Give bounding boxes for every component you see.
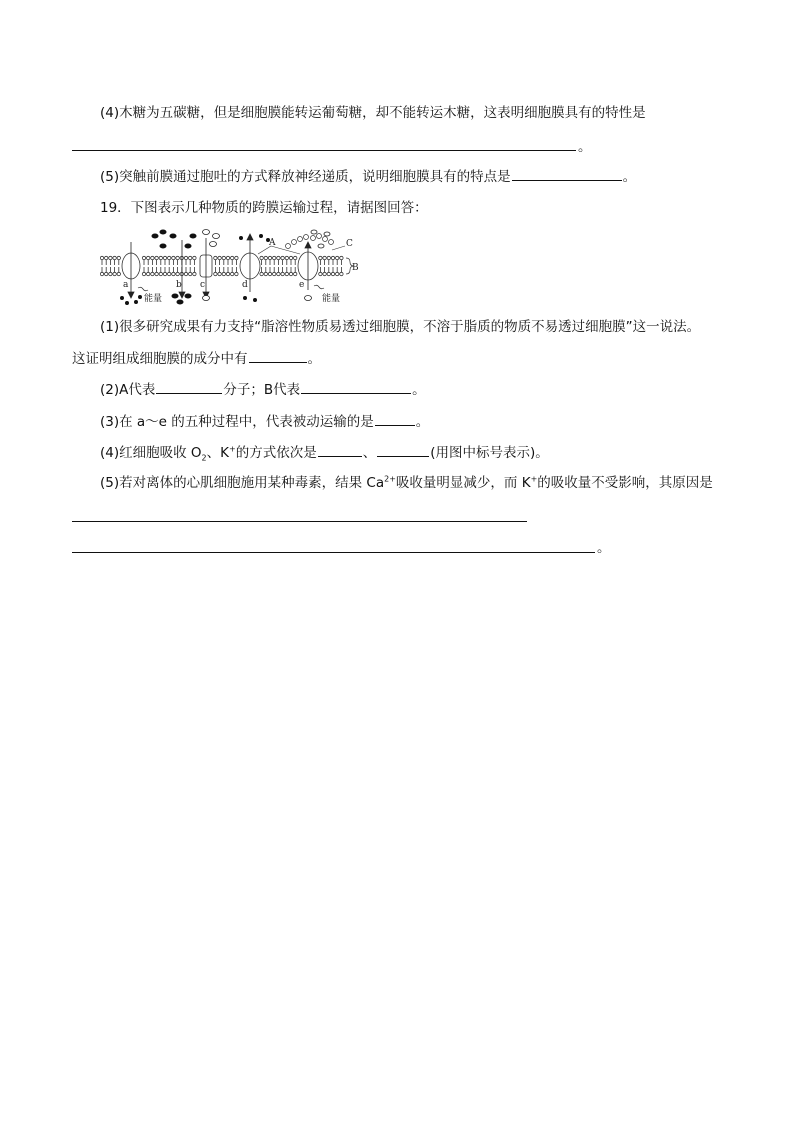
phospholipid-head [264, 256, 267, 259]
phospholipid-head [319, 272, 322, 275]
phospholipid-head [294, 256, 297, 259]
membrane-transport-diagram [100, 228, 362, 306]
q19-part5-text-a: (5)若对离体的心肌细胞施用某种毒素，结果 Ca [100, 475, 385, 491]
q19-part2-text-a: (2)A代表 [100, 382, 156, 398]
label-A: A [269, 238, 276, 248]
q19-part4-text-a: (4)红细胞吸收 O [100, 445, 202, 461]
phospholipid-head [235, 256, 238, 259]
q19-part1-text: (1)很多研究成果有力支持“脂溶性物质易透过细胞膜，不溶于脂质的物质不易透过细胞膜”这一说法。 [100, 319, 701, 335]
label-C: C [346, 239, 353, 249]
q19-part1-line1 [100, 317, 700, 337]
phospholipid-head [268, 272, 271, 275]
q19-part1-line2 [72, 348, 321, 369]
phospholipid-head [323, 256, 326, 259]
phospholipid-head [294, 272, 297, 275]
phospholipid-head [277, 256, 280, 259]
q19-part2-blank-a[interactable] [156, 379, 222, 394]
q19-part5-answer-blank-1[interactable] [72, 521, 527, 522]
label-process-d: d [242, 280, 248, 290]
phospholipid-head [168, 272, 171, 275]
phospholipid-head [235, 272, 238, 275]
q19-title-text: 19．下图表示几种物质的跨膜运输过程，请据图回答： [100, 200, 428, 216]
label-process-c: c [200, 280, 206, 290]
q19-part1-answer-blank[interactable] [249, 348, 307, 363]
q18-part5-period: 。 [622, 169, 637, 185]
phospholipid-head [142, 256, 145, 259]
phospholipid-head [155, 272, 158, 275]
phospholipid-head [281, 256, 284, 259]
q19-part5-answer-blank-2[interactable] [72, 552, 595, 553]
q19-part5-ca-sup: 2+ [384, 474, 396, 484]
phospholipid-head [189, 256, 192, 259]
phospholipid-head [323, 272, 326, 275]
phospholipid-head [273, 256, 276, 259]
phospholipid-head [281, 272, 284, 275]
q18-part5-line [100, 166, 636, 187]
phospholipid-head [340, 272, 343, 275]
q18-part4-period: 。 [578, 139, 592, 155]
q19-part4-sep: 、 [362, 445, 377, 461]
phospholipid-head [218, 272, 221, 275]
phospholipid-head [268, 256, 271, 259]
q18-part4-line [100, 103, 646, 123]
q19-part5-line [100, 473, 713, 493]
phospholipid-head [163, 272, 166, 275]
phospholipid-head [231, 272, 234, 275]
q19-part4-line [100, 442, 549, 463]
phospholipid-head [109, 256, 112, 259]
q18-part4-text: (4)木糖为五碳糖，但是细胞膜能转运葡萄糖，却不能转运木糖，这表明细胞膜具有的特性是 [100, 105, 646, 121]
phospholipid-head [193, 272, 196, 275]
q19-part4-blank-2[interactable] [377, 442, 429, 457]
phospholipid-head [184, 256, 187, 259]
phospholipid-head [222, 256, 225, 259]
q19-part4-text-c: 的方式依次是 [235, 445, 317, 461]
q19-part2-blank-b[interactable] [301, 379, 411, 394]
q19-part2-period: 。 [412, 382, 426, 398]
energy-arrow-a [138, 287, 148, 291]
phospholipid-head [193, 256, 196, 259]
phospholipid-head [159, 256, 162, 259]
phospholipid-head [117, 256, 120, 259]
q19-part5-text-c: 的吸收量不受影响，其原因是 [537, 475, 713, 491]
q19-part4-text-d: (用图中标号表示)。 [430, 445, 549, 461]
phospholipid-head [117, 272, 120, 275]
phospholipid-head [285, 272, 288, 275]
q19-part3-line [100, 411, 429, 432]
phospholipid-head [273, 272, 276, 275]
phospholipid-head [189, 272, 192, 275]
q18-part5-text: (5)突触前膜通过胞吐的方式释放神经递质，说明细胞膜具有的特点是 [100, 169, 511, 185]
phospholipid-head [277, 272, 280, 275]
phospholipid-head [319, 256, 322, 259]
energy-arrow-e [314, 285, 324, 289]
phospholipid-head [336, 256, 339, 259]
phospholipid-head [214, 272, 217, 275]
phospholipid-head [226, 256, 229, 259]
phospholipid-head [168, 256, 171, 259]
q18-part4-end [578, 137, 592, 157]
phospholipid-head [155, 256, 158, 259]
q19-part3-answer-blank[interactable] [375, 411, 415, 426]
phospholipid-head [260, 272, 263, 275]
q19-part1-text2: 这证明组成细胞膜的成分中有 [72, 351, 248, 367]
phospholipid-head [176, 256, 179, 259]
q19-part4-o2-sub: 2 [201, 453, 207, 463]
q19-part5-k-sup: + [530, 474, 538, 484]
label-process-b: b [176, 280, 182, 290]
phospholipid-head [264, 272, 267, 275]
phospholipid-head [176, 272, 179, 275]
q19-part5-end [597, 538, 611, 558]
phospholipid-head [331, 256, 334, 259]
q19-part1-period: 。 [307, 351, 321, 367]
phospholipid-head [184, 272, 187, 275]
phospholipid-head [214, 256, 217, 259]
q19-part3-text: (3)在 a～e 的五种过程中，代表被动运输的是 [100, 414, 374, 430]
transport-arrows [128, 234, 311, 298]
phospholipid-head [340, 256, 343, 259]
q19-part5-text-b: 吸收量明显减少，而 K [395, 475, 531, 491]
phospholipid-head [113, 256, 116, 259]
q19-part2-line [100, 379, 426, 400]
label-energy-a: 能量 [144, 294, 163, 304]
label-energy-e: 能量 [322, 294, 341, 304]
q19-part2-text-b: 分子；B代表 [223, 382, 301, 398]
q18-part4-answer-blank[interactable] [72, 150, 576, 151]
q19-part5-period: 。 [597, 540, 611, 556]
phospholipid-head [151, 272, 154, 275]
label-process-e: e [299, 280, 305, 290]
phospholipid-head [218, 256, 221, 259]
phospholipid-head [222, 272, 225, 275]
phospholipid-head [109, 272, 112, 275]
phospholipid-head [289, 272, 292, 275]
phospholipid-head [172, 256, 175, 259]
phospholipid-head [231, 256, 234, 259]
phospholipid-head [142, 272, 145, 275]
phospholipid-head [147, 272, 150, 275]
phospholipid-head [105, 272, 108, 275]
phospholipid-head [113, 272, 116, 275]
phospholipid-head [327, 272, 330, 275]
q19-part4-k-sup: + [229, 444, 236, 454]
phospholipid-head [151, 256, 154, 259]
phospholipid-head [289, 256, 292, 259]
phospholipid-head [172, 272, 175, 275]
q19-part4-text-b: 、K [206, 445, 229, 461]
phospholipid-head [163, 256, 166, 259]
q19-title [100, 198, 428, 218]
phospholipid-head [100, 256, 103, 259]
label-B: B [352, 263, 359, 273]
q19-part4-blank-1[interactable] [318, 442, 362, 457]
q18-part5-answer-blank[interactable] [512, 166, 622, 181]
phospholipid-head [327, 256, 330, 259]
phospholipid-head [100, 272, 103, 275]
phospholipid-head [159, 272, 162, 275]
label-process-a: a [123, 280, 129, 290]
phospholipid-head [285, 256, 288, 259]
phospholipid-head [147, 256, 150, 259]
phospholipid-head [336, 272, 339, 275]
phospholipid-head [331, 272, 334, 275]
phospholipid-head [105, 256, 108, 259]
phospholipid-head [226, 272, 229, 275]
phospholipid-head [260, 256, 263, 259]
q19-part3-period: 。 [415, 414, 430, 430]
